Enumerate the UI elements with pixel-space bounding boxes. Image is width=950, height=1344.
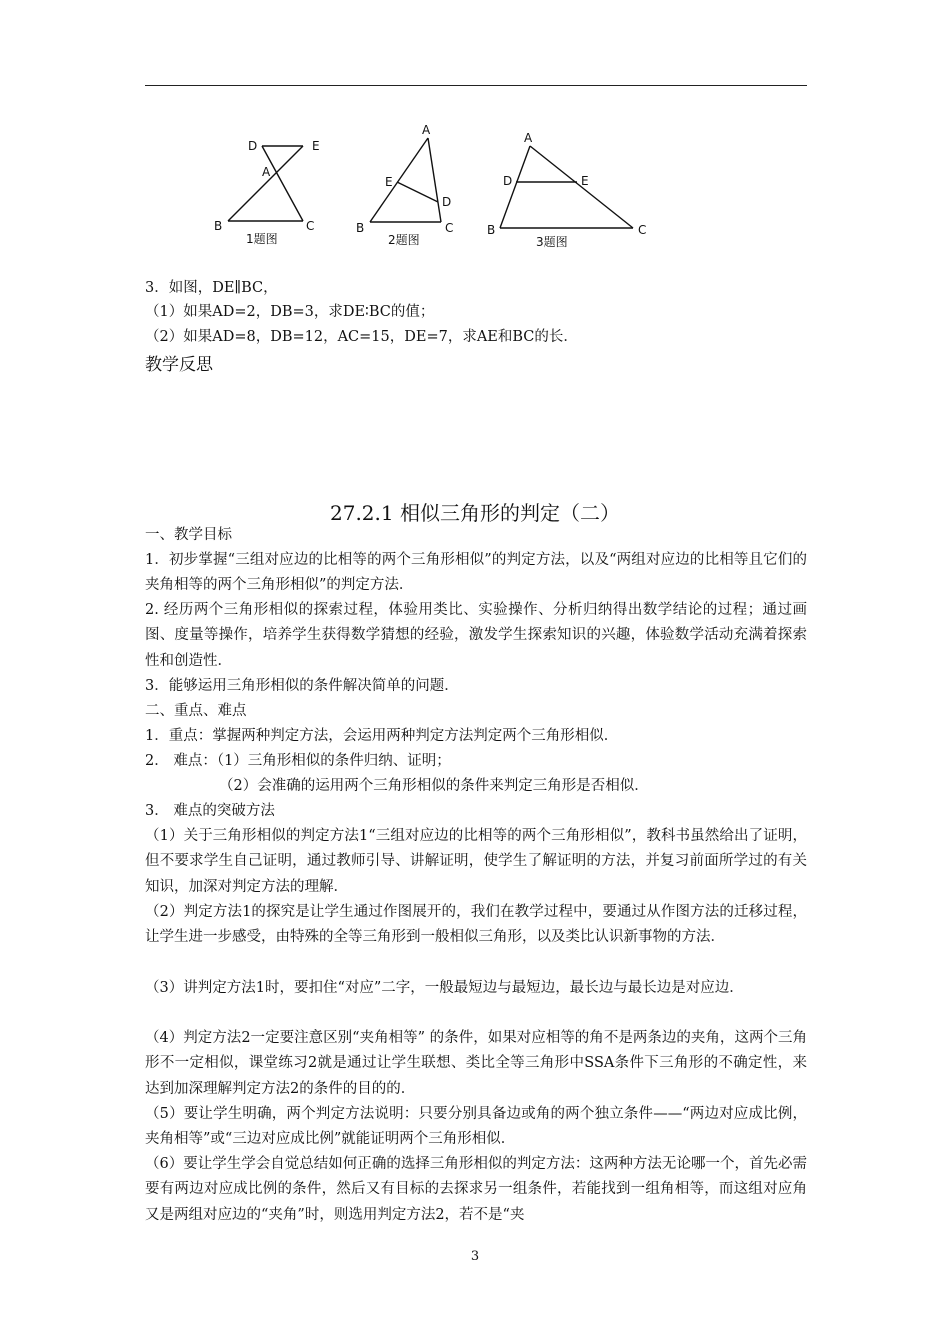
- objective-3: 3．能够运用三角形相似的条件解决简单的问题．: [145, 678, 459, 694]
- objective-2: 2. 经历两个三角形相似的探索过程，体验用类比、实验操作、分析归纳得出数学结论的过程；通过画图、度量等操作，培养学生获得数学猜想的经验，激发学生探索知识的兴趣，体验数学活动充满着探索性和创造性．: [145, 602, 807, 669]
- method-point-5: （5）要让学生明确，两个判定方法说明：只要分别具备边或角的两个独立条件——“两边对应成比例，夹角相等”或“三边对应成比例”就能证明两个三角形相似．: [145, 1106, 807, 1148]
- objectives-heading: 一、教学目标: [145, 527, 232, 543]
- method-point-4: （4）判定方法2一定要注意区别“夹角相等” 的条件，如果对应相等的角不是两条边的夹角，这两个三角形不一定相似，课堂练习2就是通过让学生联想、类比全等三角形中SSA条件下三角形的不确定性，来达到加深理解判定方法2的条件的目的的．: [145, 1030, 807, 1097]
- fig1-label-d: D: [248, 139, 258, 153]
- page-number: 3: [470, 1249, 480, 1264]
- figure-row: [200, 118, 670, 258]
- section-title: 27.2.1 相似三角形的判定（二）: [330, 501, 620, 525]
- fig1-label-b: B: [214, 219, 223, 233]
- figure-2: [370, 138, 441, 222]
- method-point-2: （2）判定方法1的探究是让学生通过作图展开的，我们在教学过程中，要通过从作图方法的迁移过程，让学生进一步感受，由特殊的全等三角形到一般相似三角形，以及类比认识新事物的方法．: [145, 904, 807, 946]
- fig3-caption: 3题图: [536, 235, 568, 249]
- key-point-1: 1．重点：掌握两种判定方法，会运用两种判定方法判定两个三角形相似．: [145, 728, 619, 744]
- fig2-label-a: A: [422, 123, 431, 137]
- fig1-label-e: E: [312, 139, 320, 153]
- fig3-label-b: B: [487, 223, 496, 237]
- header-rule: [145, 85, 807, 86]
- fig2-label-b: B: [356, 221, 365, 235]
- fig1-caption: 1题图: [246, 232, 278, 246]
- reflection-heading: 教学反思: [145, 355, 213, 375]
- fig1-label-a: A: [262, 165, 271, 179]
- exercise-q3: 3．如图，DE∥BC，: [145, 280, 278, 296]
- fig3-label-e: E: [581, 174, 589, 188]
- fig2-label-c: C: [445, 221, 454, 235]
- fig3-label-d: D: [503, 174, 513, 188]
- fig2-label-d: D: [442, 195, 452, 209]
- fig2-label-e: E: [385, 175, 393, 189]
- objective-1: 1．初步掌握“三组对应边的比相等的两个三角形相似”的判定方法，以及“两组对应边的比相等且它们的夹角相等的两个三角形相似”的判定方法．: [145, 552, 807, 594]
- figures-svg: [200, 118, 670, 258]
- figure-1: [228, 146, 303, 221]
- difficulty-2: 2． 难点：（1）三角形相似的条件归纳、证明；: [145, 753, 451, 769]
- method-point-1: （1）关于三角形相似的判定方法1“三组对应边的比相等的两个三角形相似”，教科书虽然给出了证明，但不要求学生自己证明，通过教师引导、讲解证明，使学生了解证明的方法，并复习前面所学过的有关知识，加深对判定方法的理解．: [145, 828, 807, 895]
- exercise-q3-part1: （1）如果AD=2，DB=3，求DE∶BC的值；: [145, 304, 435, 320]
- exercise-q3-part2: （2）如果AD=8，DB=12，AC=15，DE=7，求AE和BC的长．: [145, 329, 578, 345]
- method-point-3: （3）讲判定方法1时，要扣住“对应”二字，一般最短边与最短边，最长边与最长边是对应边．: [145, 980, 744, 996]
- fig2-caption: 2题图: [388, 233, 420, 247]
- figure-3: [500, 146, 633, 228]
- key-points-heading: 二、重点、难点: [145, 703, 247, 719]
- fig3-label-a: A: [524, 131, 533, 145]
- difficulty-2-part2: （2）会准确的运用两个三角形相似的条件来判定三角形是否相似．: [219, 778, 649, 794]
- method-point-6: （6）要让学生学会自觉总结如何正确的选择三角形相似的判定方法：这两种方法无论哪一个，首先必需要有两边对应成比例的条件，然后又有目标的去探求另一组条件，若能找到一组角相等，而这组对应角又是两组对应边的“夹角”时，则选用判定方法2，若不是“夹: [145, 1156, 807, 1223]
- fig3-label-c: C: [638, 223, 647, 237]
- fig1-label-c: C: [306, 219, 315, 233]
- breakthrough-heading: 3． 难点的突破方法: [145, 803, 275, 819]
